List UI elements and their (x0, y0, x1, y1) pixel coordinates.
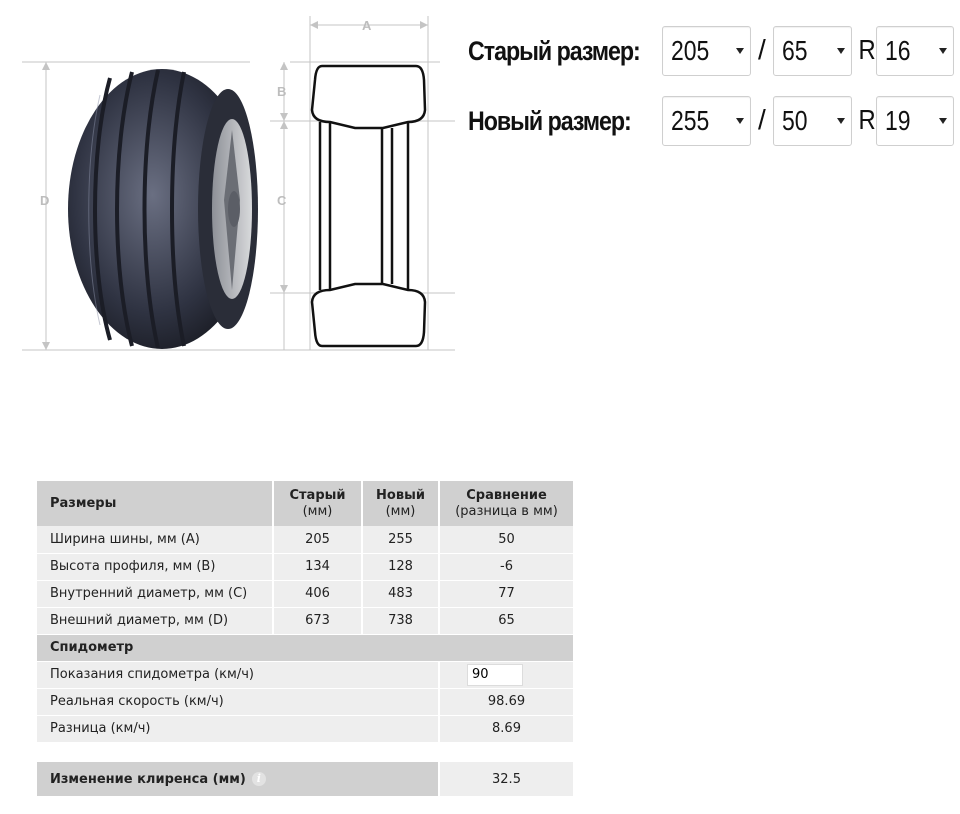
slash-separator: / (758, 104, 766, 135)
speed-diff-label: Разница (км/ч) (37, 715, 439, 742)
header-new-title: Новый (376, 487, 425, 503)
row-new: 128 (362, 553, 439, 580)
speed-diff-row (37, 715, 573, 742)
new-width-value: 255 (671, 105, 710, 136)
r-letter: R (858, 104, 876, 135)
header-sizes: Размеры (37, 481, 273, 526)
old-profile-value: 65 (782, 35, 808, 66)
speedometer-reading-row (37, 661, 573, 688)
header-new (362, 481, 439, 526)
real-speed-value: 98.69 (439, 688, 573, 715)
row-diff: 77 (439, 580, 573, 607)
row-old: 673 (273, 607, 362, 634)
row-diff: -6 (439, 553, 573, 580)
speedometer-title: Спидометр (37, 634, 573, 661)
real-speed-label: Реальная скорость (км/ч) (37, 688, 439, 715)
tire-diagram (0, 0, 460, 360)
clearance-label: Изменение клиренса (мм) (50, 771, 246, 787)
table-row (37, 580, 573, 607)
clearance-label-cell (37, 762, 439, 796)
clearance-row (37, 762, 573, 796)
header-new-unit: (мм) (385, 503, 416, 519)
results-table (37, 481, 573, 796)
row-diff: 50 (439, 526, 573, 553)
old-size-row (468, 26, 911, 76)
dropdown-arrow-icon (736, 118, 744, 124)
tire-illustration (68, 69, 258, 349)
label-c: C (277, 193, 287, 208)
old-size-label: Старый размер: (468, 35, 640, 66)
row-new: 483 (362, 580, 439, 607)
table-row (37, 553, 573, 580)
table-header-row (37, 481, 573, 526)
slash-separator: / (758, 34, 766, 65)
row-old: 406 (273, 580, 362, 607)
header-compare-unit: (разница в мм) (455, 503, 558, 519)
spacer-row (37, 742, 573, 762)
label-b: B (277, 84, 287, 99)
header-old-unit: (мм) (302, 503, 333, 519)
new-rim-value: 19 (885, 105, 911, 136)
table-row (37, 607, 573, 634)
row-label: Высота профиля, мм (B) (37, 553, 273, 580)
header-old (273, 481, 362, 526)
speedometer-reading-label: Показания спидометра (км/ч) (37, 661, 439, 688)
table-row (37, 526, 573, 553)
dropdown-arrow-icon (939, 48, 947, 54)
tire-cross-section (312, 66, 425, 346)
row-label: Ширина шины, мм (A) (37, 526, 273, 553)
header-compare-title: Сравнение (466, 487, 547, 503)
dropdown-arrow-icon (837, 48, 845, 54)
new-size-row (468, 96, 911, 146)
label-a: A (362, 18, 372, 33)
speedometer-reading-cell (439, 661, 573, 688)
speedometer-section-header (37, 634, 573, 661)
old-profile-select[interactable] (773, 26, 852, 76)
dropdown-arrow-icon (939, 118, 947, 124)
old-rim-value: 16 (885, 35, 911, 66)
old-width-select[interactable] (662, 26, 751, 76)
dropdown-arrow-icon (837, 118, 845, 124)
row-old: 134 (273, 553, 362, 580)
speed-diff-value: 8.69 (439, 715, 573, 742)
r-letter: R (858, 34, 876, 65)
label-d: D (40, 193, 50, 208)
old-width-value: 205 (671, 35, 710, 66)
clearance-value: 32.5 (439, 762, 573, 796)
header-old-title: Старый (289, 487, 346, 503)
header-compare (439, 481, 573, 526)
new-size-label: Новый размер: (468, 105, 631, 136)
dropdown-arrow-icon (736, 48, 744, 54)
row-new: 738 (362, 607, 439, 634)
info-icon[interactable]: i (252, 772, 266, 786)
speedometer-reading-input[interactable] (467, 664, 523, 686)
real-speed-row (37, 688, 573, 715)
new-rim-select[interactable] (876, 96, 954, 146)
new-profile-value: 50 (782, 105, 808, 136)
new-width-select[interactable] (662, 96, 751, 146)
old-rim-select[interactable] (876, 26, 954, 76)
row-label: Внутренний диаметр, мм (C) (37, 580, 273, 607)
row-new: 255 (362, 526, 439, 553)
row-diff: 65 (439, 607, 573, 634)
new-profile-select[interactable] (773, 96, 852, 146)
row-label: Внешний диаметр, мм (D) (37, 607, 273, 634)
row-old: 205 (273, 526, 362, 553)
